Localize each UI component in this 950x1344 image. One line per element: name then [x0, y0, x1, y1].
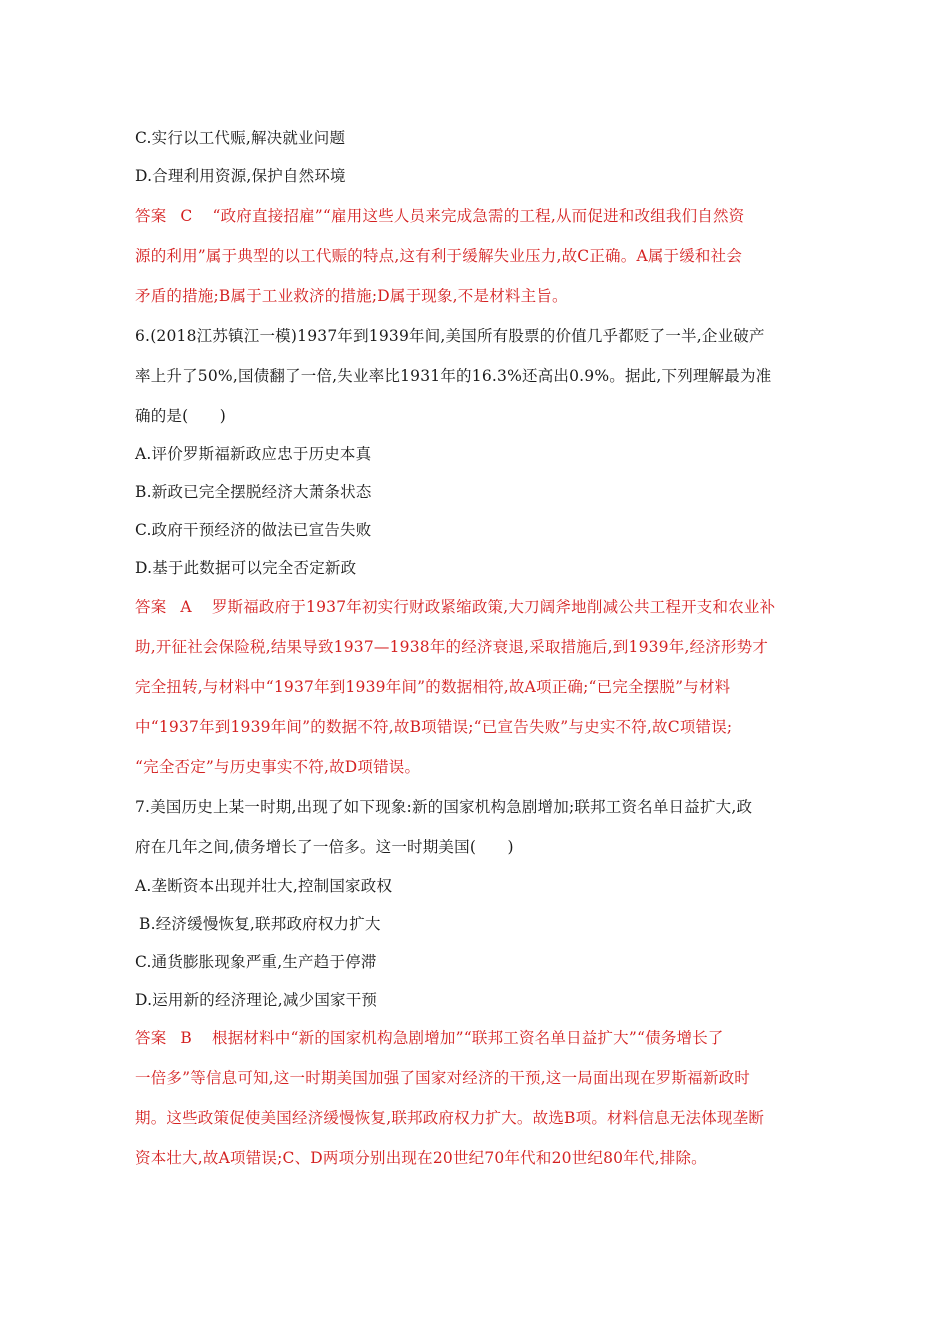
answer-label: 答案 [135, 1029, 167, 1047]
prev-answer-line-3: 矛盾的措施;B属于工业救济的措施;D属于现象,不是材料主旨。 [135, 287, 568, 305]
q7-stem-line-2: 府在几年之间,债务增长了一倍多。这一时期美国( ) [135, 838, 514, 856]
q7-answer-line-1 [135, 1027, 724, 1049]
q6-stem-line-1: 6.(2018江苏镇江一模)1937年到1939年间,美国所有股票的价值几乎都贬了一半,企业破产 [135, 327, 765, 345]
answer-explanation: “政府直接招雇”“雇用这些人员来完成急需的工程,从而促进和改组我们自然资 [212, 207, 745, 225]
answer-explanation: 根据材料中“新的国家机构急剧增加”“联邦工资名单日益扩大”“债务增长了 [212, 1029, 724, 1047]
q6-stem-line-2: 率上升了50%,国债翻了一倍,失业率比1931年的16.3%还高出0.9%。据此,下列理解最为准 [135, 367, 772, 385]
q6-stem-line-3: 确的是( ) [135, 407, 226, 425]
q6-option-c: C.政府干预经济的做法已宣告失败 [135, 521, 372, 539]
answer-letter: B [180, 1029, 192, 1047]
q7-answer-line-3: 期。这些政策促使美国经济缓慢恢复,联邦政府权力扩大。故选B项。材料信息无法体现垄断 [135, 1109, 765, 1127]
q7-stem-line-1: 7.美国历史上某一时期,出现了如下现象:新的国家机构急剧增加;联邦工资名单日益扩大,政 [135, 798, 753, 816]
q6-answer-line-3: 完全扭转,与材料中“1937年到1939年间”的数据相符,故A项正确;“已完全摆脱”与材料 [135, 678, 731, 696]
prev-option-d: D.合理利用资源,保护自然环境 [135, 167, 346, 185]
answer-letter: C [180, 207, 193, 225]
q7-answer-line-4: 资本壮大,故A项错误;C、D两项分别出现在20世纪70年代和20世纪80年代,排除。 [135, 1149, 707, 1167]
q7-answer-line-2: 一倍多”等信息可知,这一时期美国加强了国家对经济的干预,这一局面出现在罗斯福新政时 [135, 1069, 750, 1087]
q6-option-b: B.新政已完全摆脱经济大萧条状态 [135, 483, 372, 501]
answer-explanation: 罗斯福政府于1937年初实行财政紧缩政策,大刀阔斧地削减公共工程开支和农业补 [211, 598, 776, 616]
q7-option-c: C.通货膨胀现象严重,生产趋于停滞 [135, 953, 377, 971]
q6-option-a: A.评价罗斯福新政应忠于历史本真 [135, 445, 372, 463]
q6-answer-line-2: 助,开征社会保险税,结果导致1937—1938年的经济衰退,采取措施后,到1939年,经济形势才 [135, 638, 769, 656]
q6-answer-line-4: 中“1937年到1939年间”的数据不符,故B项错误;“已宣告失败”与史实不符,故C项错误; [135, 718, 733, 736]
q6-option-d: D.基于此数据可以完全否定新政 [135, 559, 357, 577]
prev-answer-line-2: 源的利用”属于典型的以工代赈的特点,这有利于缓解失业压力,故C正确。A属于缓和社会 [135, 247, 743, 265]
q7-option-d: D.运用新的经济理论,减少国家干预 [135, 991, 378, 1009]
answer-letter: A [180, 598, 192, 616]
prev-answer-line-1 [135, 205, 744, 227]
q6-answer-line-1 [135, 596, 775, 618]
q7-option-b: B.经济缓慢恢复,联邦政府权力扩大 [139, 915, 381, 933]
prev-option-c: C.实行以工代赈,解决就业问题 [135, 129, 346, 147]
answer-label: 答案 [135, 207, 167, 225]
q7-option-a: A.垄断资本出现并壮大,控制国家政权 [135, 877, 393, 895]
answer-label: 答案 [135, 598, 167, 616]
q6-answer-line-5: “完全否定”与历史事实不符,故D项错误。 [135, 758, 421, 776]
